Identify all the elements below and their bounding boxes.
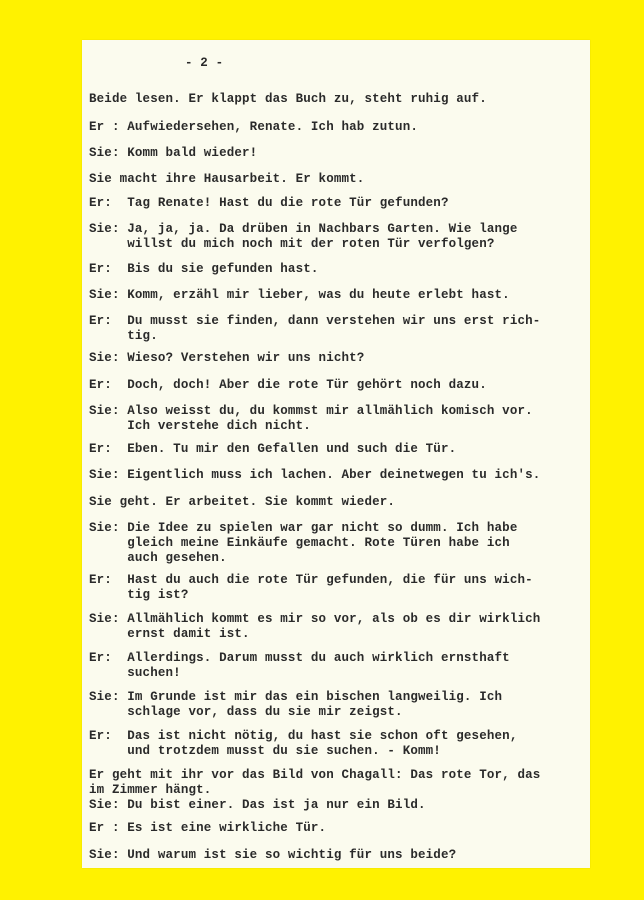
- script-line: Er: Hast du auch die rote Tür gefunden, die für uns wich- tig ist?: [89, 573, 533, 602]
- script-line: Sie: Ja, ja, ja. Da drüben in Nachbars Garten. Wie lange willst du mich noch mit der roten Tür verfolgen?: [89, 222, 518, 251]
- script-line: Sie: Die Idee zu spielen war gar nicht so dumm. Ich habe gleich meine Einkäufe gemacht. Rote Türen habe ich auch gesehen.: [89, 521, 518, 565]
- script-line: Er: Eben. Tu mir den Gefallen und such die Tür.: [89, 442, 457, 456]
- script-line: Er: Tag Renate! Hast du die rote Tür gefunden?: [89, 196, 449, 210]
- script-line: Sie geht. Er arbeitet. Sie kommt wieder.: [89, 495, 396, 509]
- script-line: Sie macht ihre Hausarbeit. Er kommt.: [89, 172, 365, 186]
- script-line: Er: Das ist nicht nötig, du hast sie schon oft gesehen, und trotzdem musst du sie suchen. - Komm!: [89, 729, 518, 758]
- script-line: Sie: Komm bald wieder!: [89, 146, 258, 160]
- script-line: Er: Doch, doch! Aber die rote Tür gehört noch dazu.: [89, 378, 487, 392]
- script-line: Sie: Also weisst du, du kommst mir allmählich komisch vor. Ich verstehe dich nicht.: [89, 404, 533, 433]
- script-line: Er: Allerdings. Darum musst du auch wirklich ernsthaft suchen!: [89, 651, 510, 680]
- script-line: Er : Es ist eine wirkliche Tür.: [89, 821, 327, 835]
- script-line: Er : Aufwiedersehen, Renate. Ich hab zutun.: [89, 120, 419, 134]
- script-line: Sie: Und warum ist sie so wichtig für uns beide?: [89, 848, 457, 862]
- page-number: - 2 -: [185, 56, 224, 70]
- script-line: Beide lesen. Er klappt das Buch zu, steht ruhig auf.: [89, 92, 487, 106]
- script-line: Sie: Allmählich kommt es mir so vor, als ob es dir wirklich ernst damit ist.: [89, 612, 541, 641]
- script-line: Sie: Eigentlich muss ich lachen. Aber deinetwegen tu ich's.: [89, 468, 541, 482]
- script-line: Er: Bis du sie gefunden hast.: [89, 262, 319, 276]
- script-line: Er: Du musst sie finden, dann verstehen wir uns erst rich- tig.: [89, 314, 541, 343]
- script-line: Sie: Komm, erzähl mir lieber, was du heute erlebt hast.: [89, 288, 510, 302]
- script-line: Sie: Im Grunde ist mir das ein bischen langweilig. Ich schlage vor, dass du sie mir zeigst.: [89, 690, 503, 719]
- script-line: Sie: Wieso? Verstehen wir uns nicht?: [89, 351, 365, 365]
- script-line: Er geht mit ihr vor das Bild von Chagall: Das rote Tor, das im Zimmer hängt. Sie: Du bist einer. Das ist ja nur ein Bild.: [89, 768, 541, 812]
